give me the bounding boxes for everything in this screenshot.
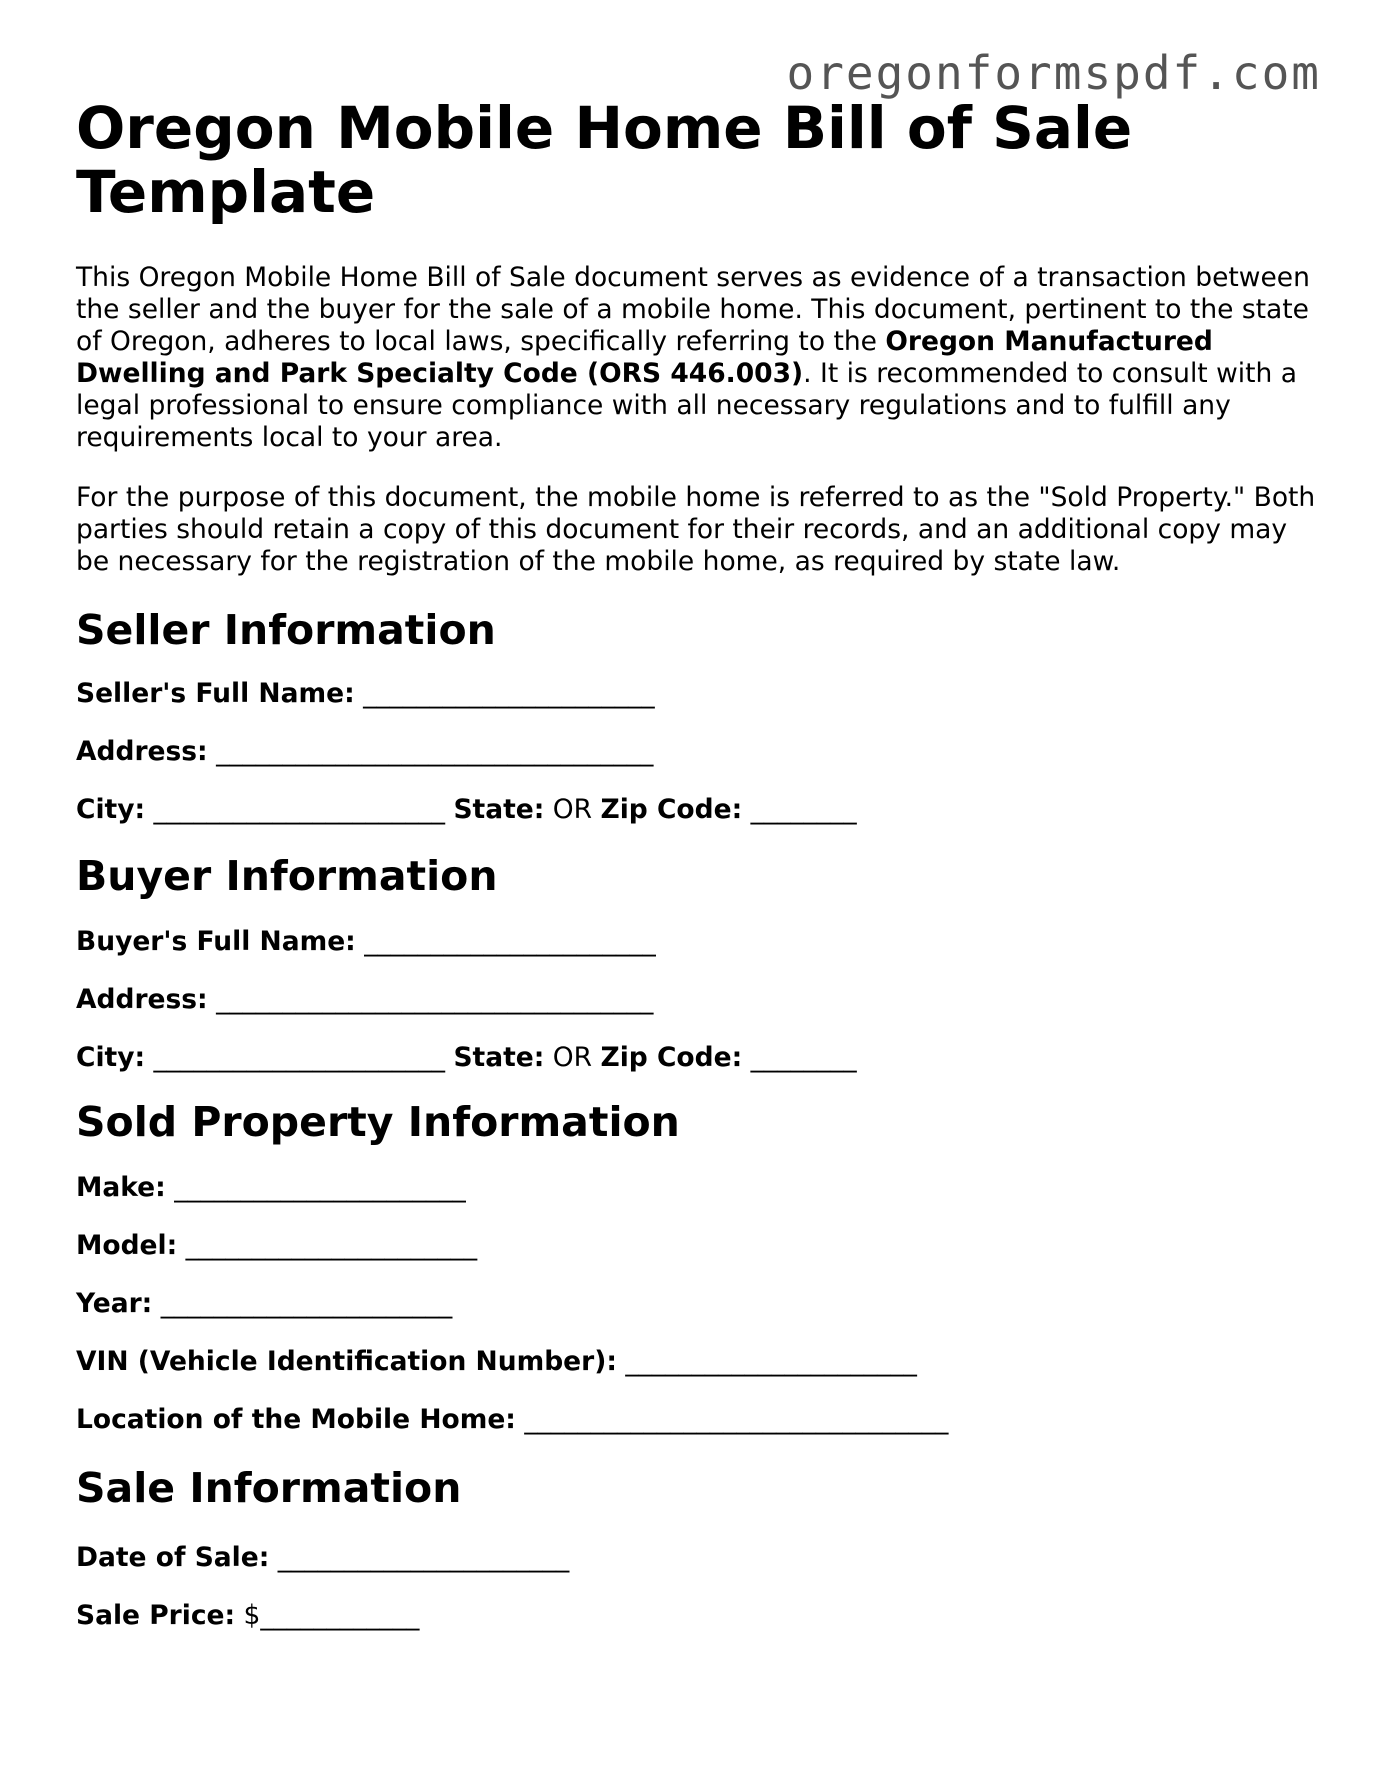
purpose-paragraph: For the purpose of this document, the mobile home is referred to as the "Sold Property." Both parties should retain a copy of this document for their records, and an additional copy may be necessary for the registration of the mobile home, as required by state law. [76, 482, 1316, 577]
vin-label: VIN (Vehicle Identification Number): [76, 1346, 617, 1377]
page-title: Oregon Mobile Home Bill of Sale Template [76, 94, 1133, 226]
buyer-state-label: State: [453, 1042, 545, 1073]
buyer-address-label: Address: [76, 984, 208, 1015]
location-blank[interactable]: ________________________________ [524, 1404, 949, 1435]
sale-date-field[interactable] [76, 1542, 1316, 1574]
seller-city-state-zip-field[interactable] [76, 794, 1316, 826]
location-label: Location of the Mobile Home: [76, 1404, 516, 1435]
seller-name-blank[interactable]: ______________________ [363, 678, 655, 709]
buyer-name-field[interactable] [76, 926, 1316, 958]
make-field[interactable] [76, 1172, 1316, 1204]
model-blank[interactable]: ______________________ [185, 1230, 478, 1261]
sale-price-blank[interactable]: $____________ [243, 1600, 420, 1631]
make-label: Make: [76, 1172, 166, 1203]
seller-zip-blank[interactable]: ________ [750, 794, 857, 825]
seller-zip-label: Zip Code: [600, 794, 743, 825]
location-field[interactable] [76, 1404, 1316, 1436]
year-blank[interactable]: ______________________ [160, 1288, 453, 1319]
buyer-name-label: Buyer's Full Name: [76, 926, 356, 957]
intro-text-1: This Oregon Mobile Home Bill of Sale document serves as evidence of a transaction between the seller and the buyer for the sale of a mobile home. This document, pertinent to the state of Oregon, adheres to local laws, specifically referring to the [76, 262, 1310, 357]
seller-heading: Seller Information [76, 606, 496, 654]
sale-date-label: Date of Sale: [76, 1542, 270, 1573]
vin-field[interactable] [76, 1346, 1316, 1378]
buyer-name-blank[interactable]: ______________________ [364, 926, 656, 957]
watermark: oregonformspdf.com [786, 46, 1321, 100]
model-label: Model: [76, 1230, 178, 1261]
seller-address-field[interactable] [76, 736, 1316, 768]
vin-blank[interactable]: ______________________ [625, 1346, 917, 1377]
seller-city-blank[interactable]: ______________________ [153, 794, 446, 825]
document-page [76, 96, 1316, 1632]
intro-paragraph [76, 262, 1316, 454]
buyer-address-blank[interactable]: _________________________________ [216, 984, 654, 1015]
buyer-city-state-zip-field[interactable] [76, 1042, 1316, 1074]
buyer-address-field[interactable] [76, 984, 1316, 1016]
year-field[interactable] [76, 1288, 1316, 1320]
seller-name-label: Seller's Full Name: [76, 678, 355, 709]
buyer-zip-blank[interactable]: ________ [750, 1042, 857, 1073]
property-heading: Sold Property Information [76, 1098, 680, 1146]
make-blank[interactable]: ______________________ [174, 1172, 466, 1203]
buyer-zip-label: Zip Code: [600, 1042, 743, 1073]
sale-date-blank[interactable]: ______________________ [277, 1542, 570, 1573]
seller-city-label: City: [76, 794, 146, 825]
sale-price-label: Sale Price: [76, 1600, 236, 1631]
intro-text-2: . It is recommended to consult with a legal professional to ensure compliance with all necessary regulations and to fulfill any requirements local to your area. [76, 358, 1298, 453]
buyer-city-label: City: [76, 1042, 146, 1073]
seller-address-label: Address: [76, 736, 208, 767]
sale-price-field[interactable] [76, 1600, 1316, 1632]
seller-state-label: State: [453, 794, 545, 825]
intro-code-reference: Oregon Manufactured Dwelling and Park Specialty Code (ORS 446.003) [76, 326, 1213, 389]
sale-heading: Sale Information [76, 1464, 462, 1512]
year-label: Year: [76, 1288, 153, 1319]
seller-name-field[interactable] [76, 678, 1316, 710]
seller-address-blank[interactable]: _________________________________ [216, 736, 654, 767]
buyer-heading: Buyer Information [76, 852, 498, 900]
seller-state-value: OR [552, 794, 593, 825]
model-field[interactable] [76, 1230, 1316, 1262]
buyer-state-value: OR [552, 1042, 593, 1073]
buyer-city-blank[interactable]: ______________________ [153, 1042, 446, 1073]
